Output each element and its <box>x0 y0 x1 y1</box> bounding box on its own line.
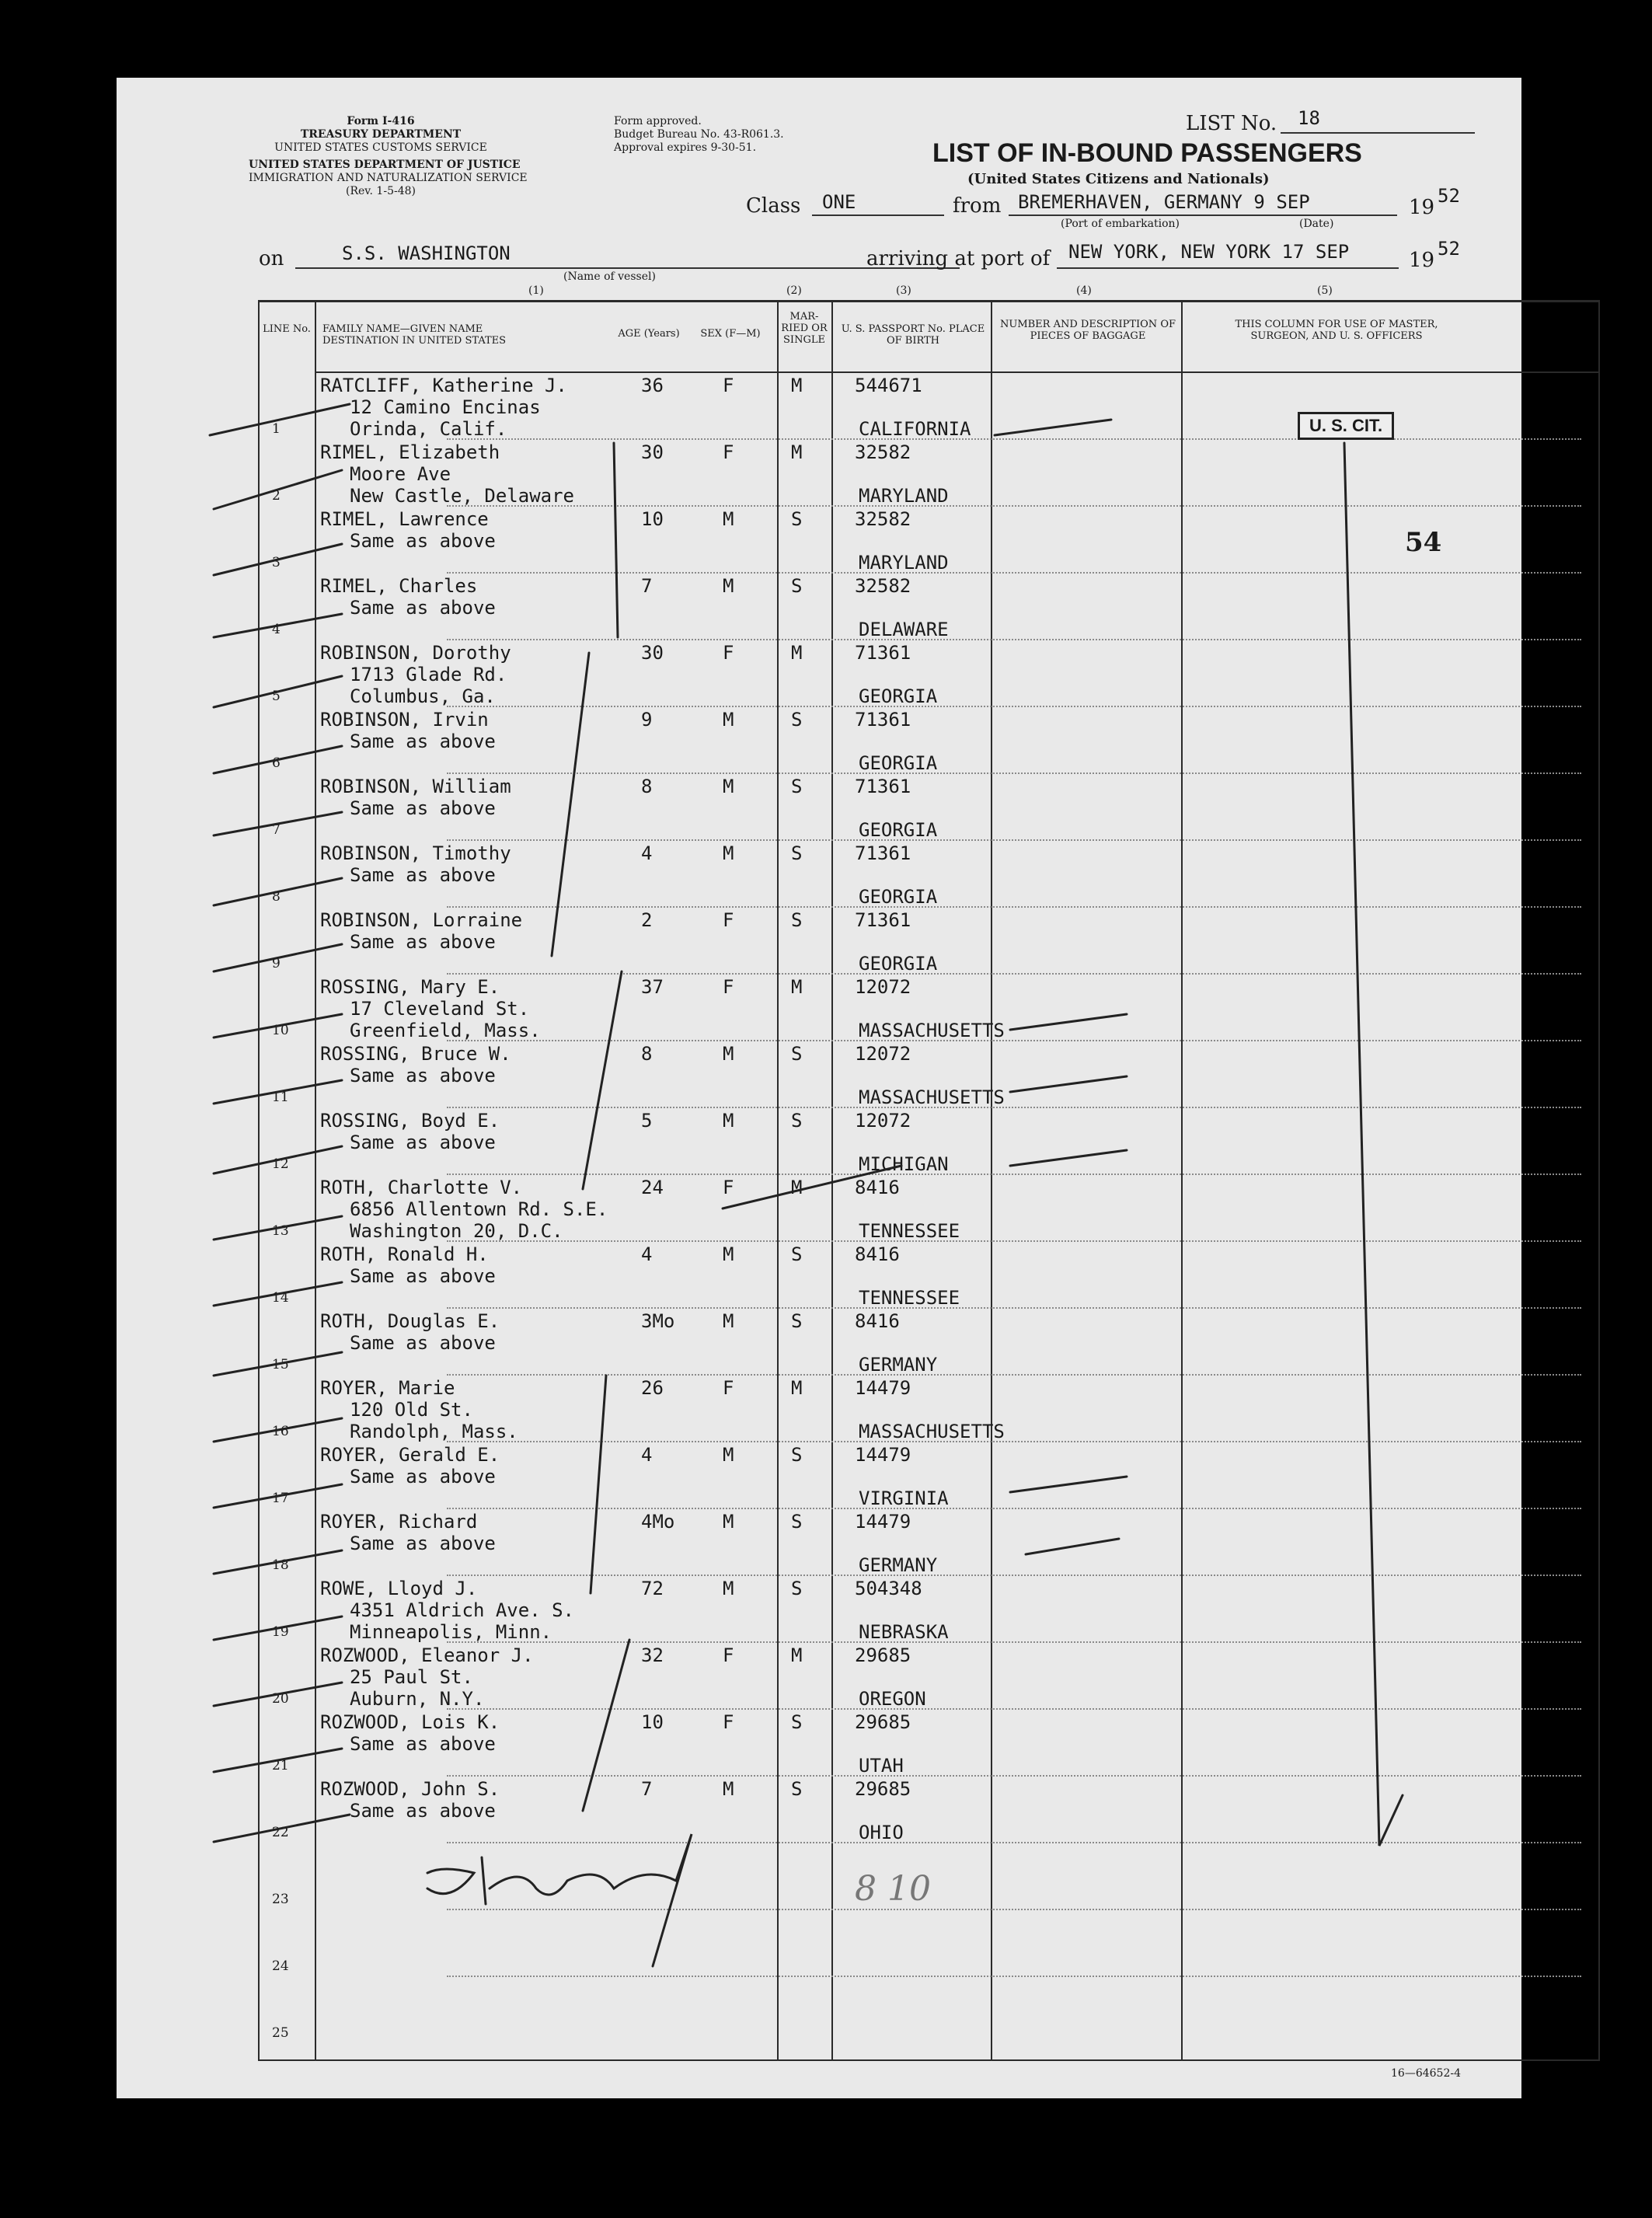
row-divider <box>447 706 1581 707</box>
sex: F <box>723 976 734 998</box>
passport-number: 71361 <box>855 776 911 797</box>
sex: M <box>723 1110 734 1132</box>
passenger-name: ROSSING, Mary E. <box>320 976 500 998</box>
colnum-2: (2) <box>786 284 802 297</box>
place-of-birth: OHIO <box>859 1822 904 1843</box>
class-label: Class <box>746 194 801 218</box>
marital-status: M <box>791 441 803 463</box>
from-underline <box>1009 214 1397 216</box>
address-line-2: Washington 20, D.C. <box>350 1220 563 1242</box>
marital-status: S <box>791 1711 803 1733</box>
row-divider <box>447 1775 1581 1777</box>
passport-number: 8416 <box>855 1177 900 1198</box>
approval-line-1: Form approved. <box>614 115 702 127</box>
address-line-1: Same as above <box>350 1332 496 1354</box>
place-of-birth: TENNESSEE <box>859 1220 960 1242</box>
address-line-1: Same as above <box>350 530 496 552</box>
row-divider <box>447 1508 1581 1509</box>
passenger-name: ROBINSON, Dorothy <box>320 642 511 664</box>
sex: M <box>723 1310 734 1332</box>
age: 4 <box>641 1444 653 1466</box>
address-line-1: Same as above <box>350 731 496 752</box>
col-header-sex-text: SEX (F—M) <box>700 328 761 340</box>
address-line-1: Same as above <box>350 797 496 819</box>
marital-status: S <box>791 842 803 864</box>
age: 4 <box>641 1243 653 1265</box>
place-of-birth: OREGON <box>859 1688 926 1710</box>
line-number: 14 <box>272 1290 289 1306</box>
name-col-divider <box>777 300 779 2061</box>
class-value: ONE <box>822 191 856 213</box>
line-col-divider <box>315 300 316 2061</box>
marital-status: S <box>791 1043 803 1065</box>
row-divider <box>447 1708 1581 1710</box>
marital-status: S <box>791 776 803 797</box>
list-number-underline <box>1281 132 1475 134</box>
passport-number: 71361 <box>855 709 911 731</box>
age: 8 <box>641 776 653 797</box>
row-divider <box>447 1240 1581 1242</box>
row-divider <box>447 1641 1581 1643</box>
vessel-underline <box>295 267 960 269</box>
married-col-divider <box>831 300 833 2061</box>
age: 30 <box>641 441 664 463</box>
sex: F <box>723 642 734 664</box>
passenger-name: RATCLIFF, Katherine J. <box>320 375 567 396</box>
year-prefix-1: 19 <box>1409 196 1435 219</box>
age: 7 <box>641 1778 653 1800</box>
tally-number: 54 <box>1405 527 1442 558</box>
baggage-col-divider <box>1181 300 1183 2061</box>
marital-status: S <box>791 909 803 931</box>
passenger-name: ROSSING, Bruce W. <box>320 1043 511 1065</box>
marital-status: S <box>791 709 803 731</box>
form-dept-block <box>264 115 497 155</box>
passport-number: 32582 <box>855 508 911 530</box>
row-divider <box>447 1374 1581 1376</box>
row-divider <box>447 1107 1581 1108</box>
place-of-birth: TENNESSEE <box>859 1287 960 1309</box>
arriving-underline <box>1057 267 1399 269</box>
address-line-1: 17 Cleveland St. <box>350 998 530 1020</box>
line-number: 13 <box>272 1223 289 1239</box>
address-line-1: Same as above <box>350 1533 496 1554</box>
address-line-1: Same as above <box>350 1733 496 1755</box>
table-left-border <box>258 300 260 2061</box>
sex: F <box>723 909 734 931</box>
place-of-birth: MASSACHUSETTS <box>859 1421 1005 1442</box>
passenger-name: ROSSING, Boyd E. <box>320 1110 500 1132</box>
arriving-label: arriving at port of <box>866 247 1051 270</box>
arriving-value: NEW YORK, NEW YORK 17 SEP <box>1068 241 1350 263</box>
marital-status: S <box>791 1310 803 1332</box>
age: 10 <box>641 508 664 530</box>
line-number: 21 <box>272 1758 289 1773</box>
address-line-1: 25 Paul St. <box>350 1666 473 1688</box>
marital-status: S <box>791 1578 803 1599</box>
line-number: 10 <box>272 1023 289 1038</box>
passport-number: 8416 <box>855 1310 900 1332</box>
colnum-1: (1) <box>528 284 544 297</box>
age: 9 <box>641 709 653 731</box>
address-line-2: Orinda, Calif. <box>350 418 507 440</box>
col-header-officers: THIS COLUMN FOR USE OF MASTER, SURGEON, AND U. S. OFFICERS <box>1235 319 1438 342</box>
address-line-2: Auburn, N.Y. <box>350 1688 485 1710</box>
address-line-1: Same as above <box>350 1265 496 1287</box>
passport-number: 12072 <box>855 1110 911 1132</box>
age: 4 <box>641 842 653 864</box>
passport-number: 12072 <box>855 976 911 998</box>
passenger-name: RIMEL, Elizabeth <box>320 441 500 463</box>
row-divider <box>447 639 1581 640</box>
marital-status: S <box>791 1778 803 1800</box>
passenger-name: ROYER, Richard <box>320 1511 478 1533</box>
footer-code: 16—64652-4 <box>1391 2067 1461 2080</box>
sex: M <box>723 1043 734 1065</box>
marital-status: S <box>791 575 803 597</box>
age: 24 <box>641 1177 664 1198</box>
marital-status: M <box>791 1644 803 1666</box>
marital-status: M <box>791 642 803 664</box>
passenger-name: ROBINSON, Lorraine <box>320 909 523 931</box>
address-line-1: 12 Camino Encinas <box>350 396 541 418</box>
line-number: 11 <box>272 1090 289 1105</box>
passenger-name: ROBINSON, Irvin <box>320 709 489 731</box>
place-of-birth: MASSACHUSETTS <box>859 1020 1005 1041</box>
year-2: 52 <box>1438 238 1460 260</box>
passport-number: 29685 <box>855 1644 911 1666</box>
age: 4Mo <box>641 1511 675 1533</box>
on-label: on <box>259 247 284 270</box>
row-divider <box>447 1040 1581 1041</box>
col-header-line: LINE No. <box>263 323 311 335</box>
line-number: 7 <box>272 822 281 838</box>
address-line-1: Same as above <box>350 864 496 886</box>
marital-status: S <box>791 1511 803 1533</box>
passenger-name: ROZWOOD, Lois K. <box>320 1711 500 1733</box>
colnum-4: (4) <box>1076 284 1092 297</box>
table-bottom-rule <box>258 2059 1598 2061</box>
address-line-1: 1713 Glade Rd. <box>350 664 507 685</box>
line-number: 1 <box>272 421 281 437</box>
sex: M <box>723 575 734 597</box>
address-line-2: New Castle, Delaware <box>350 485 574 507</box>
passport-number: 504348 <box>855 1578 922 1599</box>
line-number: 8 <box>272 889 281 905</box>
from-label: from <box>953 194 1002 218</box>
passport-col-divider <box>991 300 992 2061</box>
row-divider <box>447 1307 1581 1309</box>
age: 2 <box>641 909 653 931</box>
address-line-1: 120 Old St. <box>350 1399 473 1421</box>
line-number: 23 <box>272 1892 289 1907</box>
row-divider <box>447 1174 1581 1175</box>
sex: F <box>723 1177 734 1198</box>
age: 5 <box>641 1110 653 1132</box>
passenger-name: ROZWOOD, John S. <box>320 1778 500 1800</box>
passenger-name: ROBINSON, William <box>320 776 511 797</box>
address-line-1: 6856 Allentown Rd. S.E. <box>350 1198 608 1220</box>
passport-number: 544671 <box>855 375 922 396</box>
table-top-rule <box>258 300 1598 302</box>
line-number: 3 <box>272 555 281 570</box>
col-header-married: MAR-RIED OR SINGLE <box>781 311 828 346</box>
address-line-1: Same as above <box>350 1800 496 1822</box>
age: 10 <box>641 1711 664 1733</box>
line-number: 17 <box>272 1491 289 1506</box>
line-number: 24 <box>272 1958 289 1974</box>
address-line-1: Same as above <box>350 597 496 619</box>
approval-block <box>614 115 784 155</box>
col-header-age-text: AGE (Years) <box>618 328 680 340</box>
marital-status: M <box>791 976 803 998</box>
row-divider <box>447 1909 1581 1910</box>
place-of-birth: GEORGIA <box>859 953 938 975</box>
place-of-birth: MARYLAND <box>859 485 949 507</box>
vessel-caption: (Name of vessel) <box>563 270 656 283</box>
manifest-sheet <box>117 78 1521 2098</box>
handwritten-sum: 8 10 <box>855 1869 931 1909</box>
us-citizen-stamp: U. S. CIT. <box>1298 412 1394 440</box>
sex: F <box>723 1644 734 1666</box>
place-of-birth: NEBRASKA <box>859 1621 949 1643</box>
address-line-1: Same as above <box>350 1466 496 1487</box>
line-number: 19 <box>272 1624 289 1640</box>
treasury-dept: TREASURY DEPARTMENT <box>300 128 462 141</box>
address-line-2: Columbus, Ga. <box>350 685 496 707</box>
row-divider <box>447 839 1581 841</box>
line-number: 5 <box>272 689 281 704</box>
age: 3Mo <box>641 1310 675 1332</box>
sex: M <box>723 842 734 864</box>
page-subtitle: (United States Citizens and Nationals) <box>967 171 1270 187</box>
row-divider <box>447 1441 1581 1442</box>
passport-number: 14479 <box>855 1444 911 1466</box>
approval-line-3: Approval expires 9-30-51. <box>614 141 757 154</box>
ditto-slash <box>723 420 1127 1554</box>
signature-scrawl <box>427 1834 692 1966</box>
col-header-passport: U. S. PASSPORT No. PLACE OF BIRTH <box>841 323 985 347</box>
sex: F <box>723 1377 734 1399</box>
age: 72 <box>641 1578 664 1599</box>
year-prefix-2: 19 <box>1409 249 1435 272</box>
sex: M <box>723 1778 734 1800</box>
address-line-2: Greenfield, Mass. <box>350 1020 541 1041</box>
table-right-border <box>1598 300 1600 2061</box>
sex: F <box>723 375 734 396</box>
place-of-birth: GEORGIA <box>859 886 938 908</box>
place-of-birth: CALIFORNIA <box>859 418 971 440</box>
sex: M <box>723 1444 734 1466</box>
passenger-name: ROWE, Lloyd J. <box>320 1578 478 1599</box>
sex: M <box>723 1578 734 1599</box>
passenger-name: ROTH, Charlotte V. <box>320 1177 523 1198</box>
justice-dept: UNITED STATES DEPARTMENT OF JUSTICE <box>249 159 521 171</box>
row-divider <box>447 973 1581 975</box>
header-bottom-rule <box>315 371 1598 373</box>
line-number: 22 <box>272 1825 289 1840</box>
address-line-2: Randolph, Mass. <box>350 1421 518 1442</box>
place-of-birth: MASSACHUSETTS <box>859 1086 1005 1108</box>
line-number: 15 <box>272 1357 289 1372</box>
age: 26 <box>641 1377 664 1399</box>
age: 36 <box>641 375 664 396</box>
marital-status: S <box>791 1110 803 1132</box>
address-line-1: Same as above <box>350 931 496 953</box>
marital-status: S <box>791 508 803 530</box>
address-line-1: 4351 Aldrich Ave. S. <box>350 1599 574 1621</box>
col-header-age <box>614 328 684 340</box>
sex: M <box>723 1511 734 1533</box>
line-number: 25 <box>272 2025 289 2041</box>
passenger-name: ROTH, Ronald H. <box>320 1243 489 1265</box>
line-number: 4 <box>272 622 281 637</box>
passenger-name: RIMEL, Charles <box>320 575 478 597</box>
age: 30 <box>641 642 664 664</box>
sex: M <box>723 709 734 731</box>
passenger-name: ROTH, Douglas E. <box>320 1310 500 1332</box>
passport-number: 29685 <box>855 1778 911 1800</box>
line-number: 16 <box>272 1424 289 1439</box>
sex: M <box>723 1243 734 1265</box>
colnum-5: (5) <box>1317 284 1333 297</box>
port-embark-caption: (Port of embarkation) <box>1061 218 1180 230</box>
list-number-label: LIST No. <box>1186 112 1277 135</box>
passenger-name: RIMEL, Lawrence <box>320 508 489 530</box>
page-title: LIST OF IN-BOUND PASSENGERS <box>932 138 1362 168</box>
place-of-birth: DELAWARE <box>859 619 949 640</box>
row-divider <box>447 438 1581 440</box>
colnum-3: (3) <box>896 284 911 297</box>
passport-number: 32582 <box>855 441 911 463</box>
age: 8 <box>641 1043 653 1065</box>
row-divider <box>447 906 1581 908</box>
address-line-1: Moore Ave <box>350 463 451 485</box>
place-of-birth: GERMANY <box>859 1354 938 1376</box>
col-header-name: FAMILY NAME—GIVEN NAME DESTINATION IN UNITED STATES <box>322 323 507 347</box>
place-of-birth: UTAH <box>859 1755 904 1777</box>
passport-number: 12072 <box>855 1043 911 1065</box>
line-number: 9 <box>272 956 281 971</box>
passport-number: 71361 <box>855 909 911 931</box>
place-of-birth: GEORGIA <box>859 685 938 707</box>
col-header-baggage: NUMBER AND DESCRIPTION OF PIECES OF BAGGAGE <box>999 319 1176 342</box>
passport-number: 71361 <box>855 642 911 664</box>
address-line-1: Same as above <box>350 1065 496 1086</box>
justice-block <box>249 159 528 198</box>
address-line-2: Minneapolis, Minn. <box>350 1621 552 1643</box>
place-of-birth: MARYLAND <box>859 552 949 574</box>
line-number: 12 <box>272 1156 289 1172</box>
address-line-1: Same as above <box>350 1132 496 1153</box>
age: 7 <box>641 575 653 597</box>
marital-status: M <box>791 1377 803 1399</box>
row-divider <box>447 1842 1581 1843</box>
list-number-value: 18 <box>1298 107 1320 129</box>
line-number: 2 <box>272 488 281 504</box>
row-divider <box>447 572 1581 574</box>
from-value: BREMERHAVEN, GERMANY 9 SEP <box>1018 191 1310 213</box>
class-underline <box>812 214 944 216</box>
marital-status: M <box>791 1177 803 1198</box>
passenger-name: ROZWOOD, Eleanor J. <box>320 1644 534 1666</box>
row-divider <box>447 1575 1581 1576</box>
sex: M <box>723 508 734 530</box>
place-of-birth: VIRGINIA <box>859 1487 949 1509</box>
row-divider <box>447 505 1581 507</box>
passport-number: 8416 <box>855 1243 900 1265</box>
sex: M <box>723 776 734 797</box>
passenger-name: ROYER, Marie <box>320 1377 455 1399</box>
passport-number: 32582 <box>855 575 911 597</box>
ins-service: IMMIGRATION AND NATURALIZATION SERVICE <box>249 172 528 184</box>
passenger-name: ROYER, Gerald E. <box>320 1444 500 1466</box>
sex: F <box>723 441 734 463</box>
line-number: 18 <box>272 1557 289 1573</box>
passport-number: 14479 <box>855 1377 911 1399</box>
sex: F <box>723 1711 734 1733</box>
passenger-name: ROBINSON, Timothy <box>320 842 511 864</box>
passport-number: 14479 <box>855 1511 911 1533</box>
form-number: Form I-416 <box>347 115 415 127</box>
row-divider <box>447 772 1581 774</box>
place-of-birth: GEORGIA <box>859 819 938 841</box>
line-number: 6 <box>272 755 281 771</box>
form-revision: (Rev. 1-5-48) <box>346 185 416 197</box>
place-of-birth: MICHIGAN <box>859 1153 949 1175</box>
age: 32 <box>641 1644 664 1666</box>
officer-column-line <box>1344 443 1403 1846</box>
year-1: 52 <box>1438 185 1460 207</box>
marital-status: S <box>791 1243 803 1265</box>
passport-number: 71361 <box>855 842 911 864</box>
vessel-name: S.S. WASHINGTON <box>342 242 511 264</box>
approval-line-2: Budget Bureau No. 43-R061.3. <box>614 128 784 141</box>
place-of-birth: GEORGIA <box>859 752 938 774</box>
age: 37 <box>641 976 664 998</box>
row-divider <box>447 1976 1581 1977</box>
col-header-sex <box>699 328 762 340</box>
line-number: 20 <box>272 1691 289 1707</box>
date-caption: (Date) <box>1299 218 1334 230</box>
customs-service: UNITED STATES CUSTOMS SERVICE <box>274 141 487 154</box>
passport-number: 29685 <box>855 1711 911 1733</box>
place-of-birth: GERMANY <box>859 1554 938 1576</box>
marital-status: M <box>791 375 803 396</box>
marital-status: S <box>791 1444 803 1466</box>
